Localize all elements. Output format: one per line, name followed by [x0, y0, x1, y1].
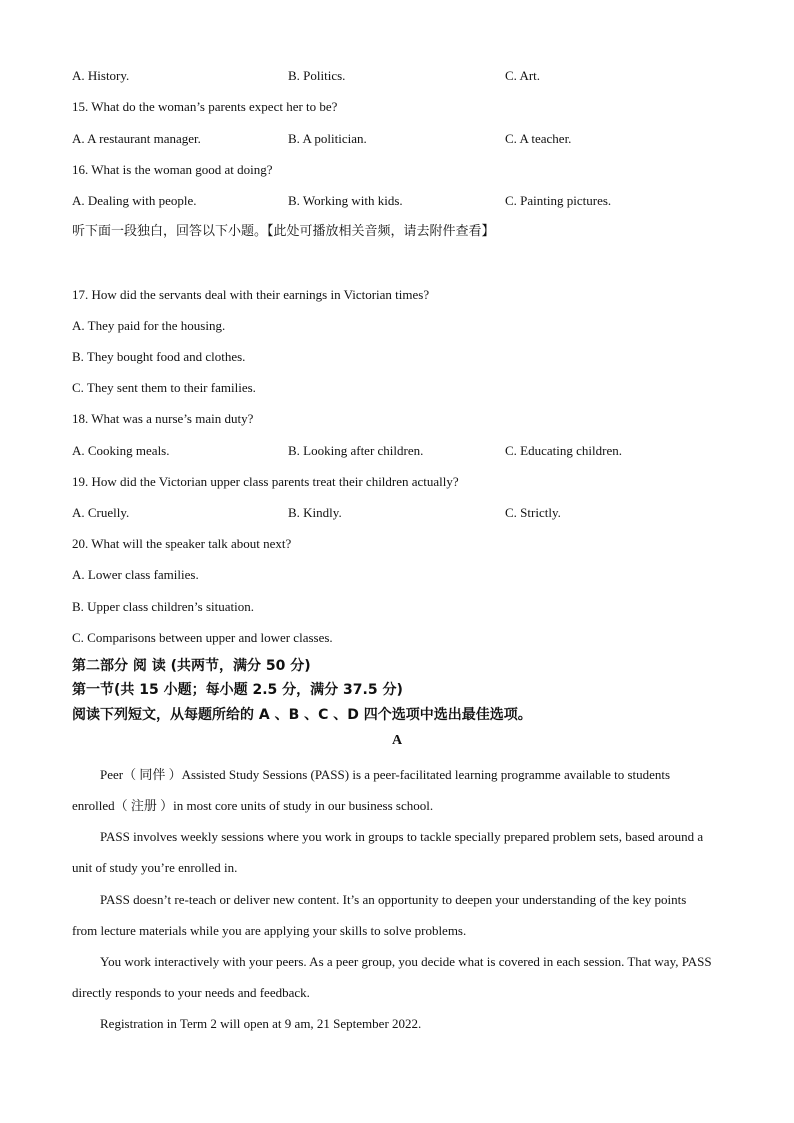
- passage-paragraph-2: PASS involves weekly sessions where you work in groups to tackle specially prepared problem sets, based around a unit of study you’re enrolled in.: [72, 829, 704, 875]
- q16-option-b: B. Working with kids.: [288, 193, 403, 208]
- q15-option-a: A. A restaurant manager.: [72, 131, 201, 146]
- question-15: 15. What do the woman’s parents expect her to be?: [72, 99, 338, 114]
- question-20: 20. What will the speaker talk about next?: [72, 536, 292, 551]
- question-19: 19. How did the Victorian upper class parents treat their children actually?: [72, 474, 459, 489]
- q16-option-a: A. Dealing with people.: [72, 193, 197, 208]
- q17-option-c: C. They sent them to their families.: [72, 380, 256, 395]
- q17-option-a: A. They paid for the housing.: [72, 318, 226, 333]
- q14-option-c: C. Art.: [505, 68, 541, 83]
- q14-option-b: B. Politics.: [288, 68, 346, 83]
- q20-option-c: C. Comparisons between upper and lower classes.: [72, 630, 333, 645]
- q20-option-b: B. Upper class children’s situation.: [72, 599, 254, 614]
- q14-option-a: A. History.: [72, 68, 130, 83]
- section1-heading: 第一节(共 15 小题；每小题 2.5 分，满分 37.5 分): [72, 682, 403, 698]
- q19-option-a: A. Cruelly.: [72, 505, 130, 520]
- question-16: 16. What is the woman good at doing?: [72, 162, 273, 177]
- passage-paragraph-5: Registration in Term 2 will open at 9 am, 21 September 2022.: [100, 1016, 422, 1031]
- q20-option-a: A. Lower class families.: [72, 567, 199, 582]
- listening-instruction: 听下面一段独白，回答以下小题。【此处可播放相关音频，请去附件查看】: [72, 224, 495, 239]
- q19-option-c: C. Strictly.: [505, 505, 561, 520]
- passage-paragraph-4: You work interactively with your peers. As a peer group, you decide what is covered in each session. That way, PASS directly responds to your needs and feedback.: [72, 954, 712, 1000]
- passage-paragraph-1: Peer（ 同伴 ）Assisted Study Sessions (PASS) is a peer-facilitated learning programme available to students enrolled（ 注册 ）in most core units of study in our business school.: [72, 767, 671, 813]
- q15-option-b: B. A politician.: [288, 131, 367, 146]
- q16-option-c: C. Painting pictures.: [505, 193, 612, 208]
- question-17: 17. How did the servants deal with their earnings in Victorian times?: [72, 287, 430, 302]
- q17-option-b: B. They bought food and clothes.: [72, 349, 246, 364]
- passage-letter: A: [391, 733, 403, 748]
- q18-option-a: A. Cooking meals.: [72, 443, 170, 458]
- reading-instruction: 阅读下列短文，从每题所给的 A 、B 、C 、D 四个选项中选出最佳选项。: [72, 707, 532, 723]
- q15-option-c: C. A teacher.: [505, 131, 572, 146]
- passage-paragraph-3: PASS doesn’t re-teach or deliver new content. It’s an opportunity to deepen your understanding of the key points from lecture materials while you are applying your skills to solve problems.: [72, 892, 687, 938]
- part2-heading: 第二部分 阅 读 (共两节，满分 50 分): [72, 658, 311, 674]
- question-18: 18. What was a nurse’s main duty?: [72, 411, 254, 426]
- q18-option-b: B. Looking after children.: [288, 443, 424, 458]
- q19-option-b: B. Kindly.: [288, 505, 342, 520]
- q18-option-c: C. Educating children.: [505, 443, 622, 458]
